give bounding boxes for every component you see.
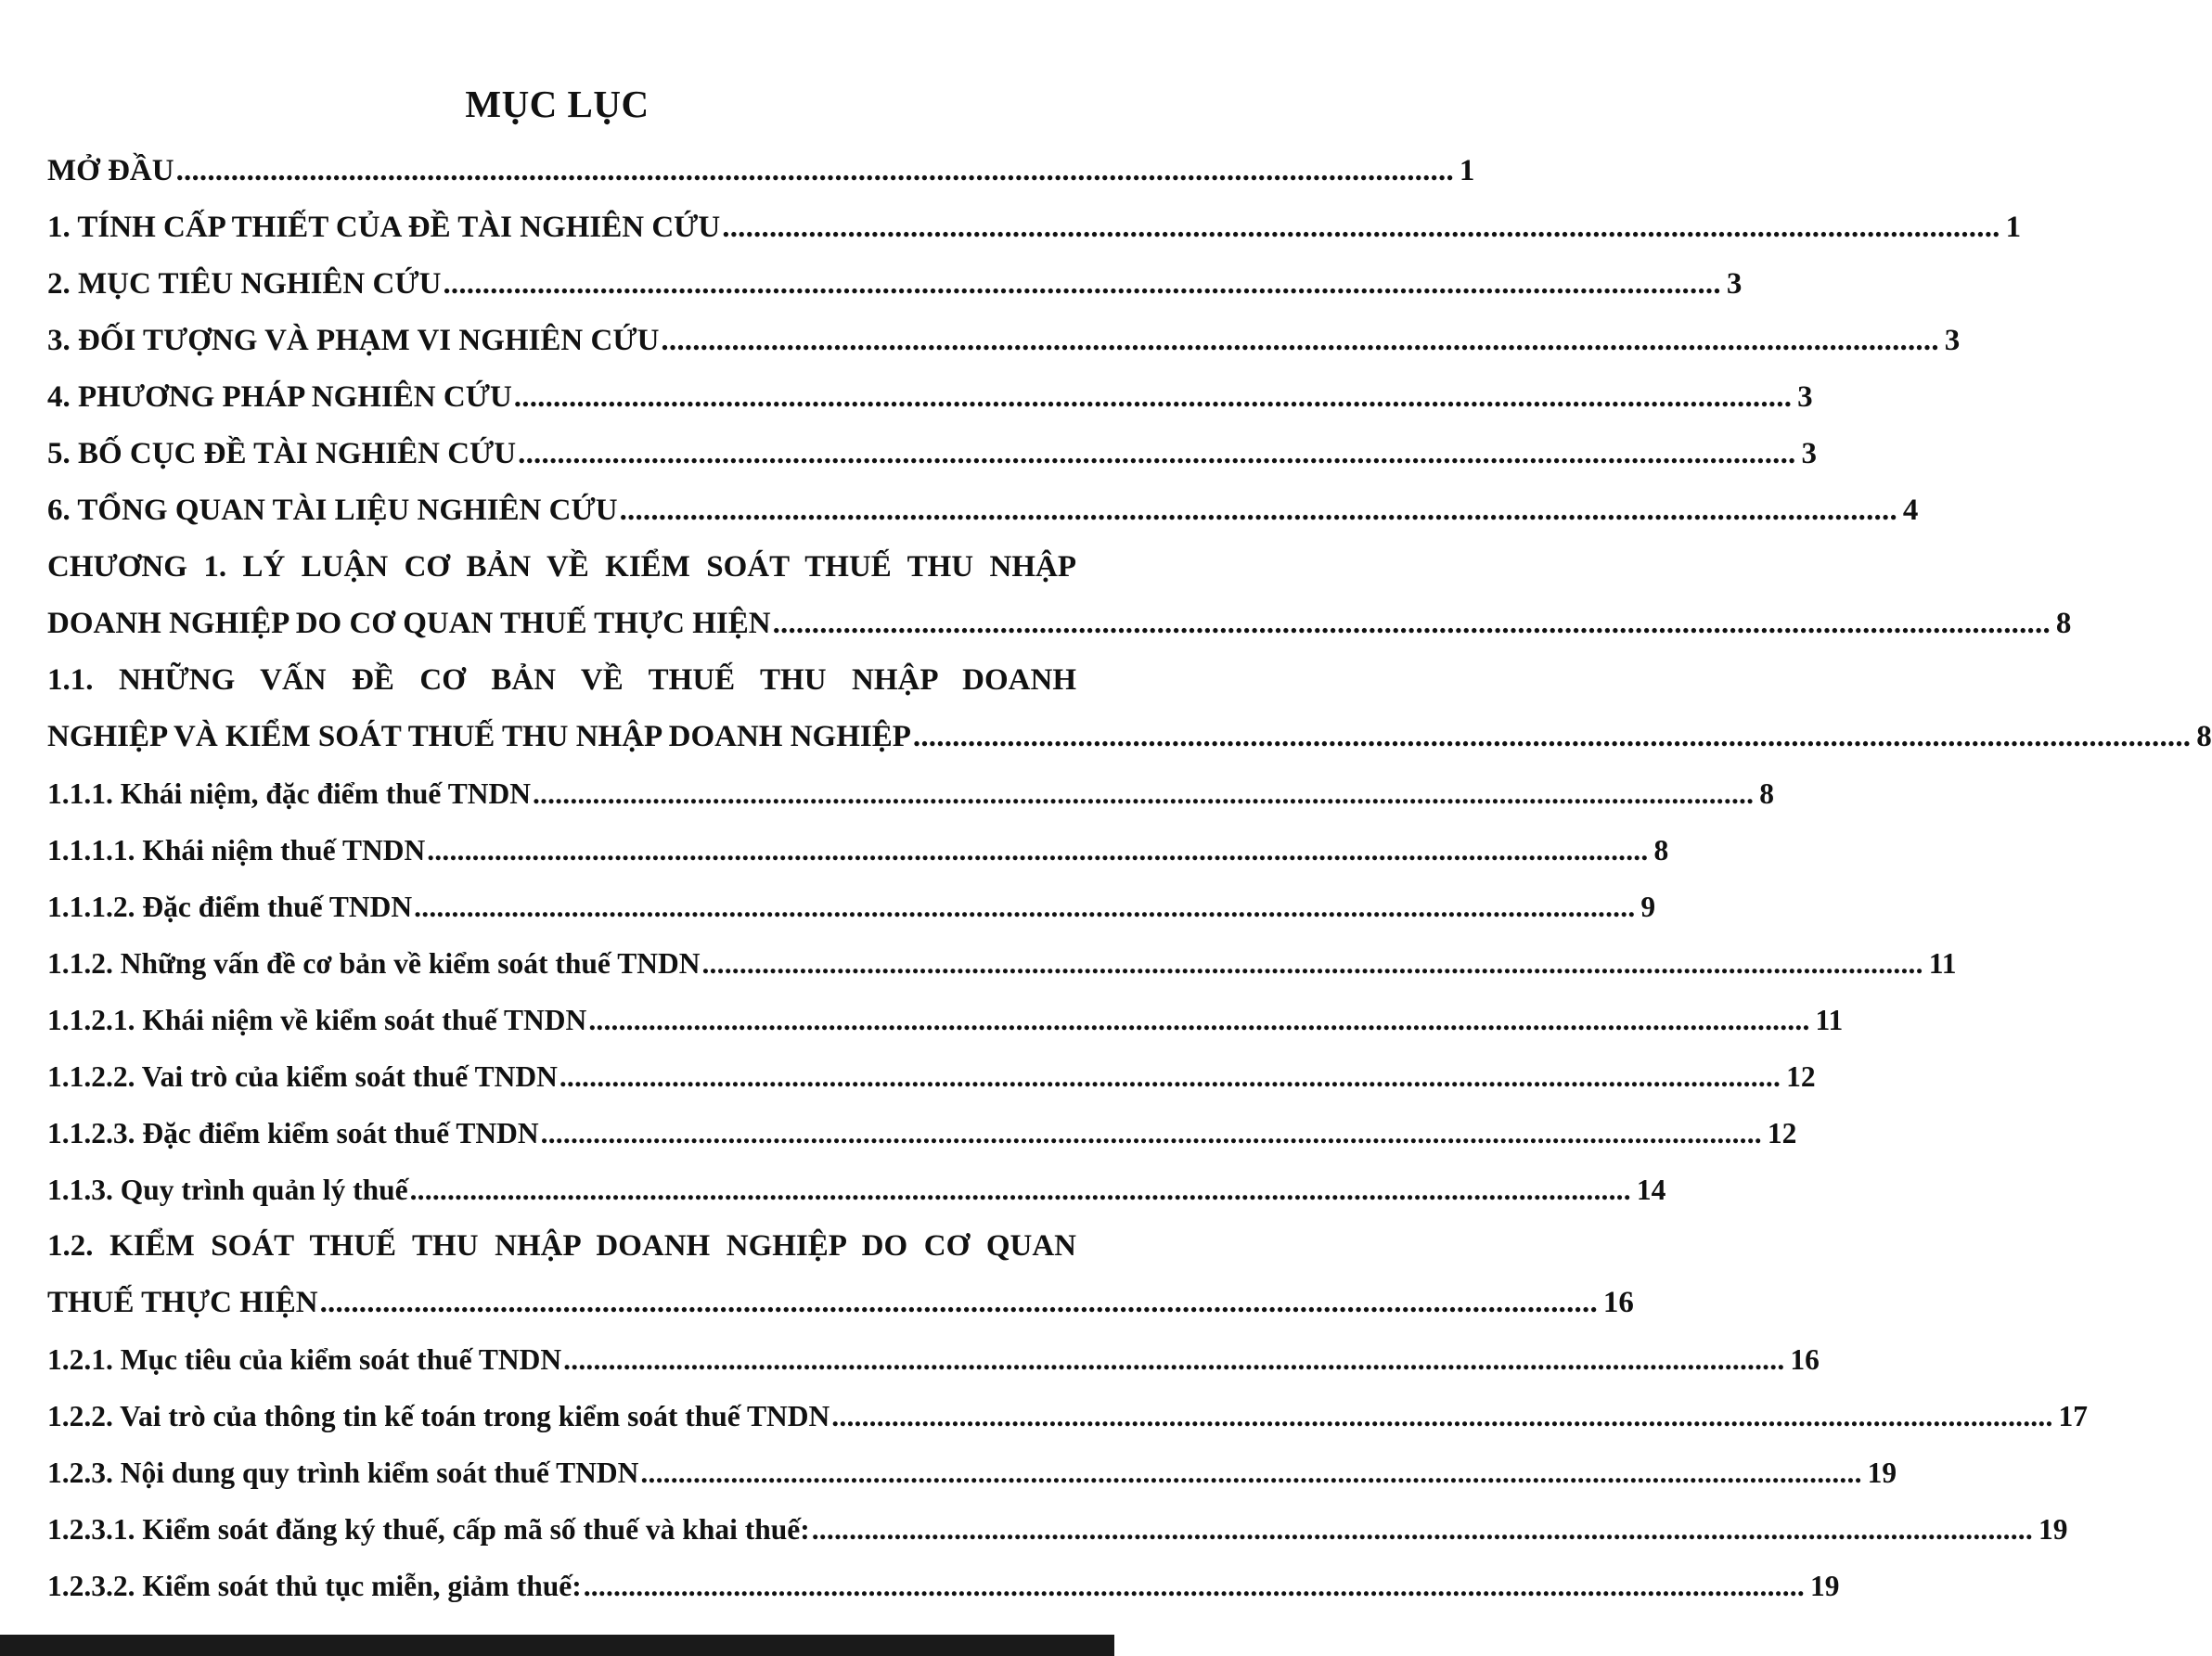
- toc-page-number: 12: [1786, 1060, 1816, 1093]
- toc-entry-label: 1.2.3. Nội dung quy trình kiểm soát thuế TNDN: [47, 1457, 639, 1489]
- toc-entry-wrapped-line: [47, 652, 1076, 709]
- toc-dot-leader: ...................................................................................................................................................................: [619, 494, 1897, 527]
- toc-dot-leader: ...................................................................................................................................................................: [443, 267, 1721, 301]
- toc-entry: [47, 822, 1669, 879]
- toc-entry-wrapped-line: [47, 539, 1076, 596]
- toc-entry-label: 1.1.2. Những vấn đề cơ bản về kiểm soát thuế TNDN: [47, 947, 701, 980]
- toc-entry-label: 1.2.3.2. Kiểm soát thủ tục miễn, giảm thuế:: [47, 1570, 582, 1602]
- toc-entry-label: 1.2. KIỂM SOÁT THUẾ THU NHẬP DOANH NGHIỆP DO CƠ QUAN: [47, 1229, 1076, 1263]
- toc-entry: [47, 1331, 1820, 1388]
- toc-dot-leader: ...................................................................................................................................................................: [563, 1343, 1785, 1376]
- toc-entry-label: 4. PHƯƠNG PHÁP NGHIÊN CỨU: [47, 380, 512, 414]
- toc-page-number: 19: [2038, 1513, 2068, 1546]
- toc-page-number: 8: [2055, 607, 2072, 640]
- toc-entry-label: 1.1.1. Khái niệm, đặc điểm thuế TNDN: [47, 777, 531, 810]
- toc-page-number: 8: [2196, 720, 2212, 753]
- toc-dot-leader: ...................................................................................................................................................................: [701, 947, 1923, 980]
- toc-entry-label: NGHIỆP VÀ KIỂM SOÁT THUẾ THU NHẬP DOANH NGHIỆP: [47, 720, 911, 753]
- toc-entry: [47, 482, 1919, 539]
- toc-entry-label: 1.1.1.2. Đặc điểm thuế TNDN: [47, 891, 413, 923]
- toc-entry: [47, 1501, 2068, 1558]
- toc-entry-label: 1.1.2.1. Khái niệm về kiểm soát thuế TNDN: [47, 1004, 587, 1036]
- toc-dot-leader: ...................................................................................................................................................................: [583, 1570, 1805, 1602]
- toc-page-number: 16: [1790, 1343, 1820, 1376]
- toc-entry: [47, 1105, 1797, 1162]
- toc-entry-label: 6. TỔNG QUAN TÀI LIỆU NGHIÊN CỨU: [47, 494, 618, 527]
- toc-entry-wrapped-line: [47, 1218, 1076, 1275]
- toc-dot-leader: ...................................................................................................................................................................: [540, 1117, 1762, 1149]
- toc-entry: [47, 256, 1743, 313]
- toc-entry-label: DOANH NGHIỆP DO CƠ QUAN THUẾ THỰC HIỆN: [47, 607, 771, 640]
- toc-dot-leader: ...................................................................................................................................................................: [559, 1060, 1781, 1093]
- toc-entry-label: 3. ĐỐI TƯỢNG VÀ PHẠM VI NGHIÊN CỨU: [47, 324, 660, 357]
- toc-dot-leader: ...................................................................................................................................................................: [518, 437, 1796, 470]
- toc-entry: [47, 199, 2022, 256]
- toc-entry-label: 1.2.1. Mục tiêu của kiểm soát thuế TNDN: [47, 1343, 562, 1376]
- toc-entry: [47, 765, 1774, 822]
- toc-page-number: 11: [1928, 947, 1957, 980]
- toc-entry-label: THUẾ THỰC HIỆN: [47, 1286, 318, 1319]
- toc-entry-label: 1.2.3.1. Kiểm soát đăng ký thuế, cấp mã số thuế và khai thuế:: [47, 1513, 810, 1546]
- toc-dot-leader: ...................................................................................................................................................................: [175, 154, 1454, 187]
- toc-entry: [47, 709, 2212, 765]
- toc-page-number: 8: [1653, 834, 1669, 867]
- toc-page-number: 8: [1759, 777, 1774, 810]
- toc-dot-leader: ...................................................................................................................................................................: [532, 777, 1755, 810]
- toc-entry: [47, 1558, 1840, 1614]
- toc-page-number: 3: [1801, 437, 1817, 470]
- toc-dot-leader: ...................................................................................................................................................................: [811, 1513, 2033, 1546]
- toc-entry: [47, 1275, 1634, 1331]
- toc-entry: [47, 1048, 1816, 1105]
- toc-entry: [47, 313, 1961, 369]
- toc-entry: [47, 992, 1844, 1048]
- toc-dot-leader: ...................................................................................................................................................................: [414, 891, 1636, 923]
- toc-dot-leader: ...................................................................................................................................................................: [513, 380, 1793, 414]
- toc-page-number: 1: [2005, 211, 2022, 244]
- toc-entry: [47, 596, 2072, 652]
- toc-entry-label: 1.1.2.2. Vai trò của kiểm soát thuế TNDN: [47, 1060, 558, 1093]
- toc-dot-leader: ...................................................................................................................................................................: [640, 1457, 1862, 1489]
- toc-entry-label: MỞ ĐẦU: [47, 154, 174, 187]
- toc-entry: [47, 879, 1656, 935]
- toc-page-number: 3: [1726, 267, 1743, 301]
- toc-page-number: 4: [1902, 494, 1919, 527]
- toc-dot-leader: ...................................................................................................................................................................: [722, 211, 2000, 244]
- toc-dot-leader: ...................................................................................................................................................................: [772, 607, 2051, 640]
- toc-page-number: 3: [1797, 380, 1813, 414]
- bottom-border: [0, 1635, 1114, 1656]
- toc-page-number: 1: [1459, 154, 1475, 187]
- toc-entry-label: 1.1.3. Quy trình quản lý thuế: [47, 1174, 408, 1206]
- toc-entry-label: 2. MỤC TIÊU NGHIÊN CỨU: [47, 267, 442, 301]
- toc-entry: [47, 426, 1817, 482]
- toc-entry-label: 1.1.2.3. Đặc điểm kiểm soát thuế TNDN: [47, 1117, 539, 1149]
- toc-page-number: 19: [1809, 1570, 1840, 1602]
- toc-entry-label: CHƯƠNG 1. LÝ LUẬN CƠ BẢN VỀ KIỂM SOÁT THUẾ THU NHẬP: [47, 550, 1076, 584]
- toc-entry: [47, 1162, 1666, 1218]
- toc-page-number: 17: [2058, 1400, 2089, 1432]
- toc-entry: [47, 1388, 2089, 1444]
- toc-entry: [47, 1444, 1897, 1501]
- toc-entry: [47, 935, 1957, 992]
- table-of-contents: [47, 143, 2212, 1614]
- toc-entry-label: 1.1. NHỮNG VẤN ĐỀ CƠ BẢN VỀ THUẾ THU NHẬP DOANH: [47, 663, 1076, 697]
- toc-dot-leader: ...................................................................................................................................................................: [409, 1174, 1631, 1206]
- toc-dot-leader: ...................................................................................................................................................................: [661, 324, 1939, 357]
- toc-dot-leader: ...................................................................................................................................................................: [427, 834, 1649, 867]
- toc-dot-leader: ...................................................................................................................................................................: [588, 1004, 1810, 1036]
- toc-entry-label: 5. BỐ CỤC ĐỀ TÀI NGHIÊN CỨU: [47, 437, 517, 470]
- toc-page-number: 11: [1815, 1004, 1844, 1036]
- toc-page-number: 14: [1636, 1174, 1666, 1206]
- toc-dot-leader: ...................................................................................................................................................................: [319, 1286, 1598, 1319]
- toc-page-number: 12: [1767, 1117, 1797, 1149]
- toc-entry-label: 1.2.2. Vai trò của thông tin kế toán trong kiểm soát thuế TNDN: [47, 1400, 830, 1432]
- page-title: MỤC LỤC: [465, 83, 649, 125]
- toc-page-number: 16: [1602, 1286, 1634, 1319]
- toc-page-number: 19: [1867, 1457, 1897, 1489]
- toc-page-number: 3: [1944, 324, 1961, 357]
- toc-entry: [47, 143, 1475, 199]
- toc-dot-leader: ...................................................................................................................................................................: [831, 1400, 2053, 1432]
- toc-entry-label: 1. TÍNH CẤP THIẾT CỦA ĐỀ TÀI NGHIÊN CỨU: [47, 211, 721, 244]
- toc-entry: [47, 369, 1813, 426]
- toc-dot-leader: ...................................................................................................................................................................: [912, 720, 2192, 753]
- toc-entry-label: 1.1.1.1. Khái niệm thuế TNDN: [47, 834, 426, 867]
- toc-page-number: 9: [1640, 891, 1656, 923]
